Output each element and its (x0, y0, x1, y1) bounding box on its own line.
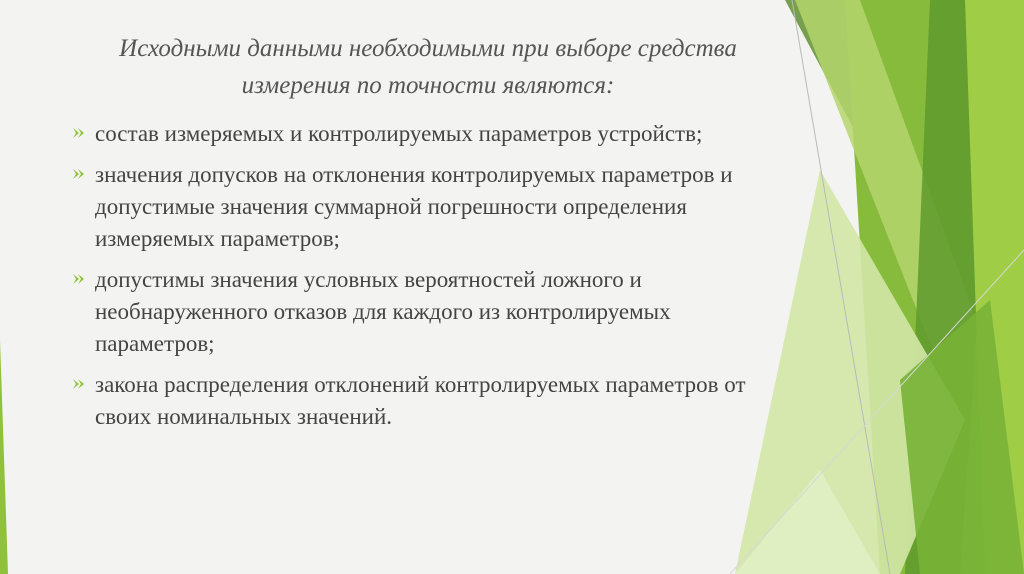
chevron-arrow-icon (72, 377, 86, 391)
chevron-arrow-icon (72, 126, 86, 140)
bullet-text: состав измеряемых и контролируемых параметров устройств; (95, 121, 703, 146)
chevron-arrow-icon (72, 272, 86, 286)
bullet-text: допустимы значения условных вероятностей ложного и необнаруженного отказов для каждого из контролируемых параметров; (95, 267, 671, 356)
chevron-arrow-icon (72, 167, 86, 181)
bullet-text: закона распределения отклонений контролируемых параметров от своих номинальных значений. (95, 372, 746, 429)
bullet-list (72, 118, 792, 442)
left-edge-shape (0, 340, 8, 574)
list-item (72, 369, 792, 433)
slide-title: Исходными данными необходимыми при выборе средства измерения по точности являются: (119, 35, 737, 99)
list-item (72, 264, 792, 360)
list-item (72, 118, 792, 150)
list-item (72, 159, 792, 255)
bullet-text: значения допусков на отклонения контролируемых параметров и допустимые значения суммарной погрешности определения измеряемых параметров; (95, 162, 733, 251)
